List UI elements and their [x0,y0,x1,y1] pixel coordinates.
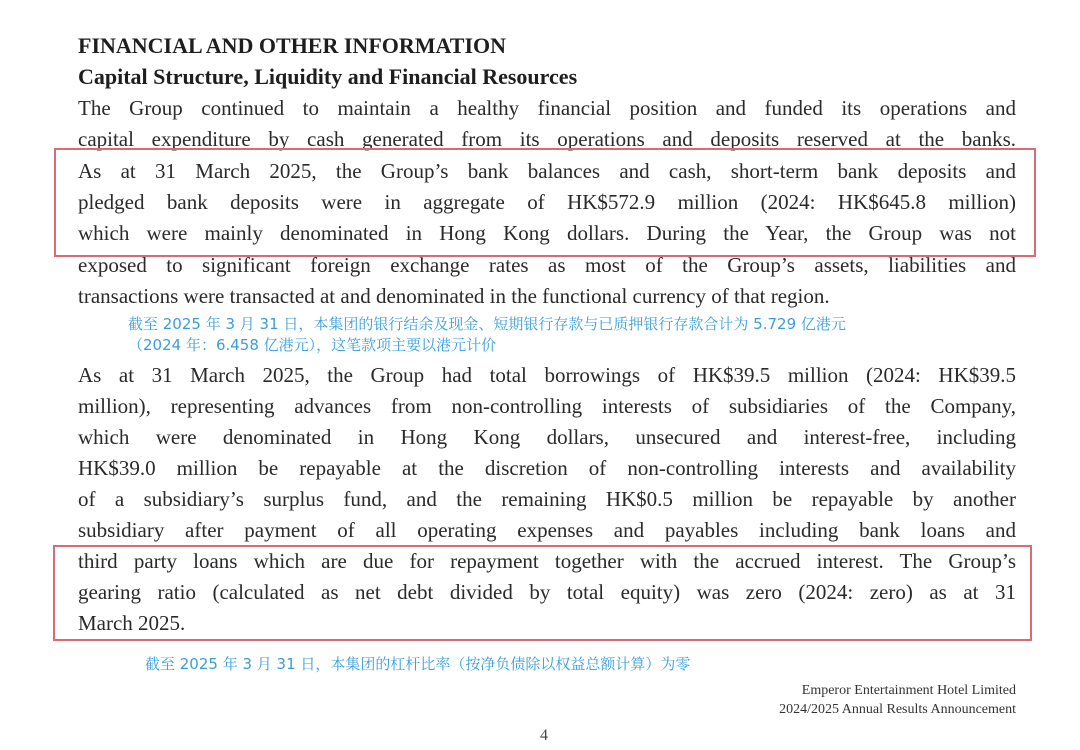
text-line: March 2025. [78,611,186,635]
text-line: exposed to significant foreign exchange rates as most of the Group’s assets, liabilities and [78,253,1016,277]
text-line: transactions were transacted at and denominated in the functional currency of that region. [78,284,830,308]
text-line: capital expenditure by cash generated from its operations and deposits reserved at the banks. [78,127,1016,151]
annotation-cash-line2: （2024 年：6.458 亿港元），这笔款项主要以港元计价 [128,336,497,354]
text-line: The Group continued to maintain a healthy financial position and funded its operations and [78,96,1016,120]
section-subheading: Capital Structure, Liquidity and Financial Resources [78,64,578,89]
page-number: 4 [540,727,548,744]
highlight-box-cash [54,148,1036,257]
text-line: HK$39.0 million be repayable at the discretion of non-controlling interests and availability [78,456,1016,480]
footer-report: 2024/2025 Annual Results Announcement [779,702,1016,717]
highlight-box-gearing [53,545,1032,641]
text-line: As at 31 March 2025, the Group’s bank balances and cash, short-term bank deposits and [78,159,1016,183]
text-line: of a subsidiary’s surplus fund, and the remaining HK$0.5 million be repayable by another [78,487,1016,511]
footer-company: Emperor Entertainment Hotel Limited [801,683,1016,698]
text-line: million), representing advances from non-controlling interests of subsidiaries of the Company, [78,394,1016,418]
section-heading: FINANCIAL AND OTHER INFORMATION [78,33,507,58]
text-line: third party loans which are due for repayment together with the accrued interest. The Group’s [78,549,1016,573]
text-line: As at 31 March 2025, the Group had total borrowings of HK$39.5 million (2024: HK$39.5 [78,363,1016,387]
text-line: which were denominated in Hong Kong dollars, unsecured and interest-free, including [78,425,1016,449]
text-line: pledged bank deposits were in aggregate of HK$572.9 million (2024: HK$645.8 million) [78,190,1016,214]
text-line: subsidiary after payment of all operating expenses and payables including bank loans and [78,518,1016,542]
annotation-gearing: 截至 2025 年 3 月 31 日，本集团的杠杆比率（按净负债除以权益总额计算）为零 [145,655,691,673]
text-line: gearing ratio (calculated as net debt divided by total equity) was zero (2024: zero) as at 31 [78,580,1016,604]
text-line: which were mainly denominated in Hong Kong dollars. During the Year, the Group was not [78,221,1016,245]
annotation-cash-line1: 截至 2025 年 3 月 31 日，本集团的银行结余及现金、短期银行存款与已质押银行存款合计为 5.729 亿港元 [128,315,846,333]
